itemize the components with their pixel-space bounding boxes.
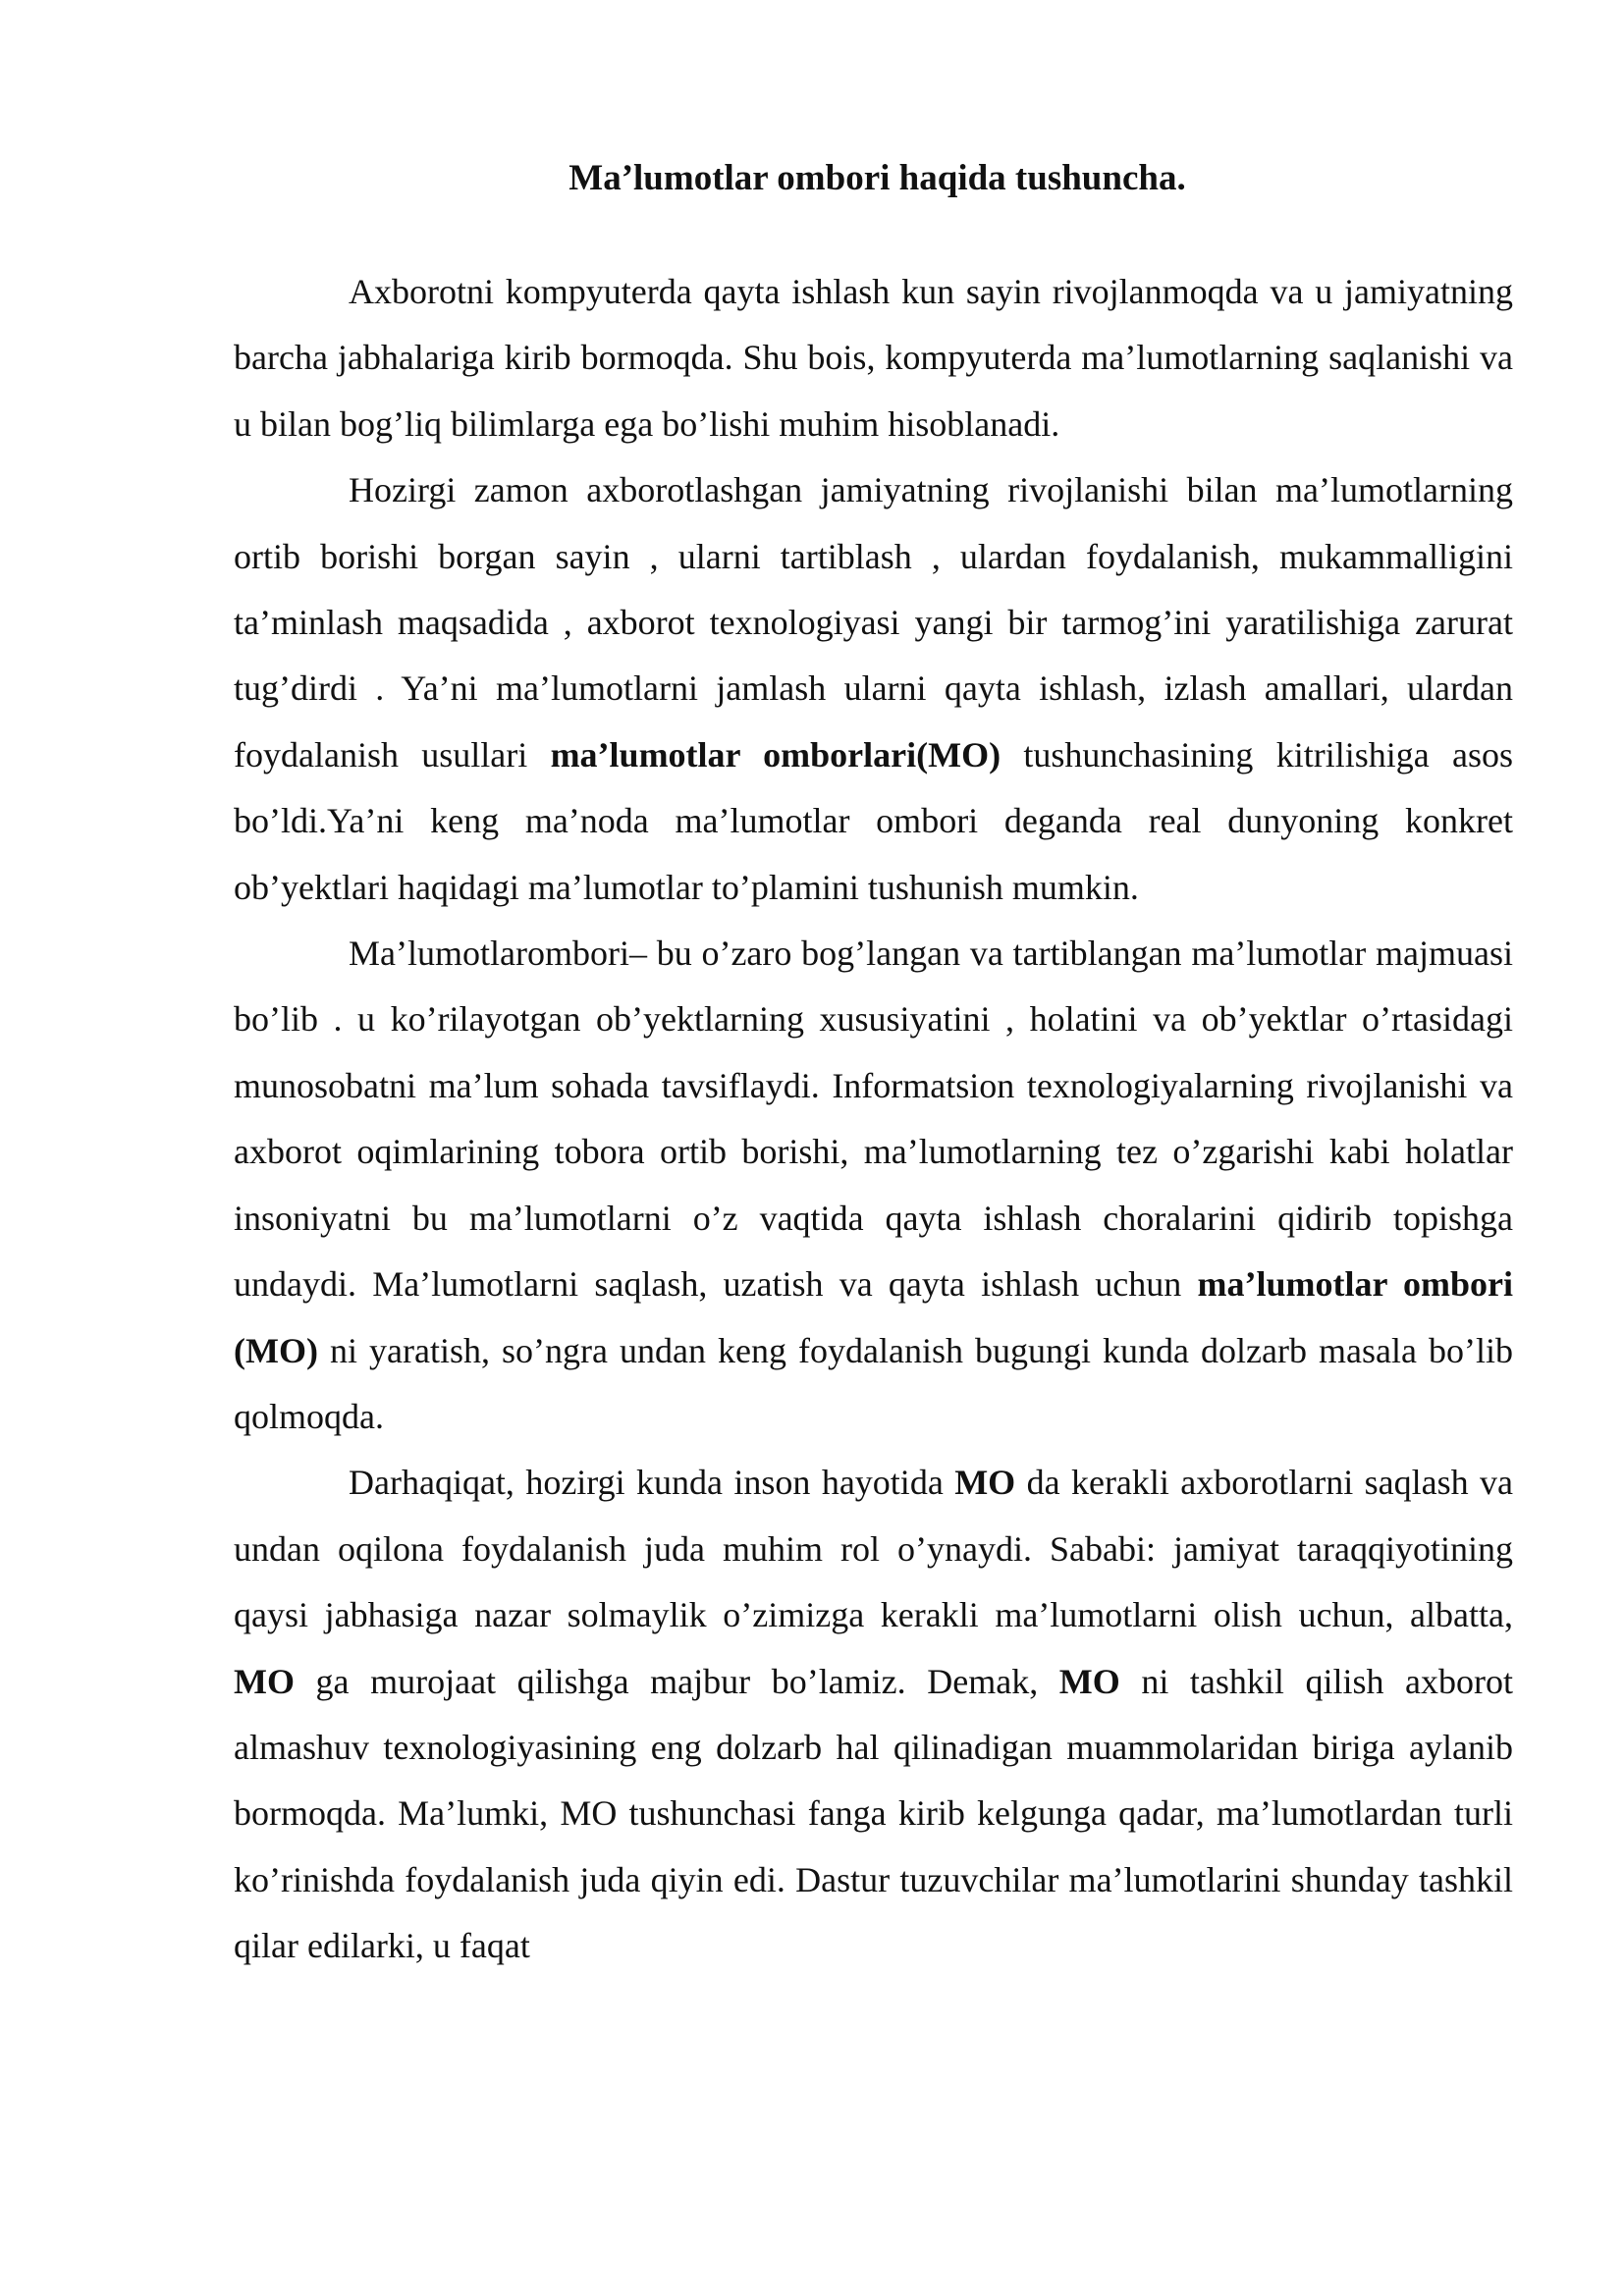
paragraph — [234, 921, 1513, 1450]
paragraph — [234, 1450, 1513, 1979]
text-run: Ma’lumotlarombori– bu o’zaro bog’langan va tartiblangan ma’lumotlar majmuasi bo’lib . u ko’rilayotgan ob’yektlarning xususiyatini , holatini va ob’yektlar o’rtasidagi munosobatni ma’lum sohada tavsiflaydi. Informatsion texnologiyalarning rivojlanishi va axborot oqimlarining tobora ortib borishi, ma’lumotlarning tez o’zgarishi kabi holatlar insoniyatni bu ma’lumotlarni o’z vaqtida qayta ishlash choralarini qidirib topishga undaydi. Ma’lumotlarni saqlash, uzatish va qayta ishlash uchun — [234, 934, 1513, 1305]
paragraph-list — [234, 259, 1513, 1980]
text-run: ni tashkil qilish axborot almashuv texnologiyasining eng dolzarb hal qilinadigan muammolaridan biriga aylanib bormoqda. Ma’lumki, MO tushunchasi fanga kirib kelgunga qadar, ma’lumotlardan turli ko’rinishda foydalanish juda qiyin edi. Dastur tuzuvchilar ma’lumotlarini shunday tashkil qilar edilarki, u faqat — [234, 1661, 1513, 1966]
paragraph — [234, 259, 1513, 457]
bold-text-run: MO — [234, 1661, 295, 1701]
text-run: ga murojaat qilishga majbur bo’lamiz. Demak, — [294, 1661, 1059, 1701]
text-run: Darhaqiqat, hozirgi kunda inson hayotida — [349, 1463, 955, 1503]
bold-text-run: MO — [1058, 1661, 1120, 1701]
text-run: ni yaratish, so’ngra undan keng foydalanish bugungi kunda dolzarb masala bo’lib qolmoqda. — [234, 1330, 1513, 1436]
bold-text-run: ma’lumotlar ombori (MO) — [234, 1264, 1513, 1370]
document-body — [234, 147, 1513, 1980]
text-run: Hozirgi zamon axborotlashgan jamiyatning rivojlanishi bilan ma’lumotlarning ortib borishi borgan sayin , ularni tartiblash , ulardan foydalanish, mukammalligini ta’minlash maqsadida , axborot texnologiyasi yangi bir tarmog’ini yaratilishiga zarurat tug’dirdi . Ya’ni ma’lumotlarni jamlash ularni qayta ishlash, izlash amallari, ulardan foydalanish usullari — [234, 470, 1513, 774]
text-run: Axborotni kompyuterda qayta ishlash kun sayin rivojlanmoqda va u jamiyatning barcha jabhalariga kirib bormoqda. Shu bois, kompyuterda ma’lumotlarning saqlanishi va u bilan bog’liq bilimlarga ega bo’lishi muhim hisoblanadi. — [234, 272, 1513, 444]
text-run: tushunchasining kitrilishiga asos bo’ldi.Ya’ni keng ma’noda ma’lumotlar ombori deganda real dunyoning konkret ob’yektlari haqidagi ma’lumotlar to’plamini tushunish mumkin. — [234, 734, 1513, 907]
paragraph — [234, 457, 1513, 921]
bold-text-run: MO — [954, 1463, 1016, 1503]
document-title: Ma’lumotlar ombori haqida tushuncha. — [568, 158, 1186, 198]
text-run: da kerakli axborotlarni saqlash va undan oqilona foydalanish juda muhim rol o’ynaydi. Sababi: jamiyat taraqqiyotining qaysi jabhasiga nazar solmaylik o’zimizga kerakli ma’lumotlarni olish uchun, albatta, — [234, 1463, 1514, 1635]
bold-text-run: ma’lumotlar omborlari(MO) — [550, 734, 1001, 774]
